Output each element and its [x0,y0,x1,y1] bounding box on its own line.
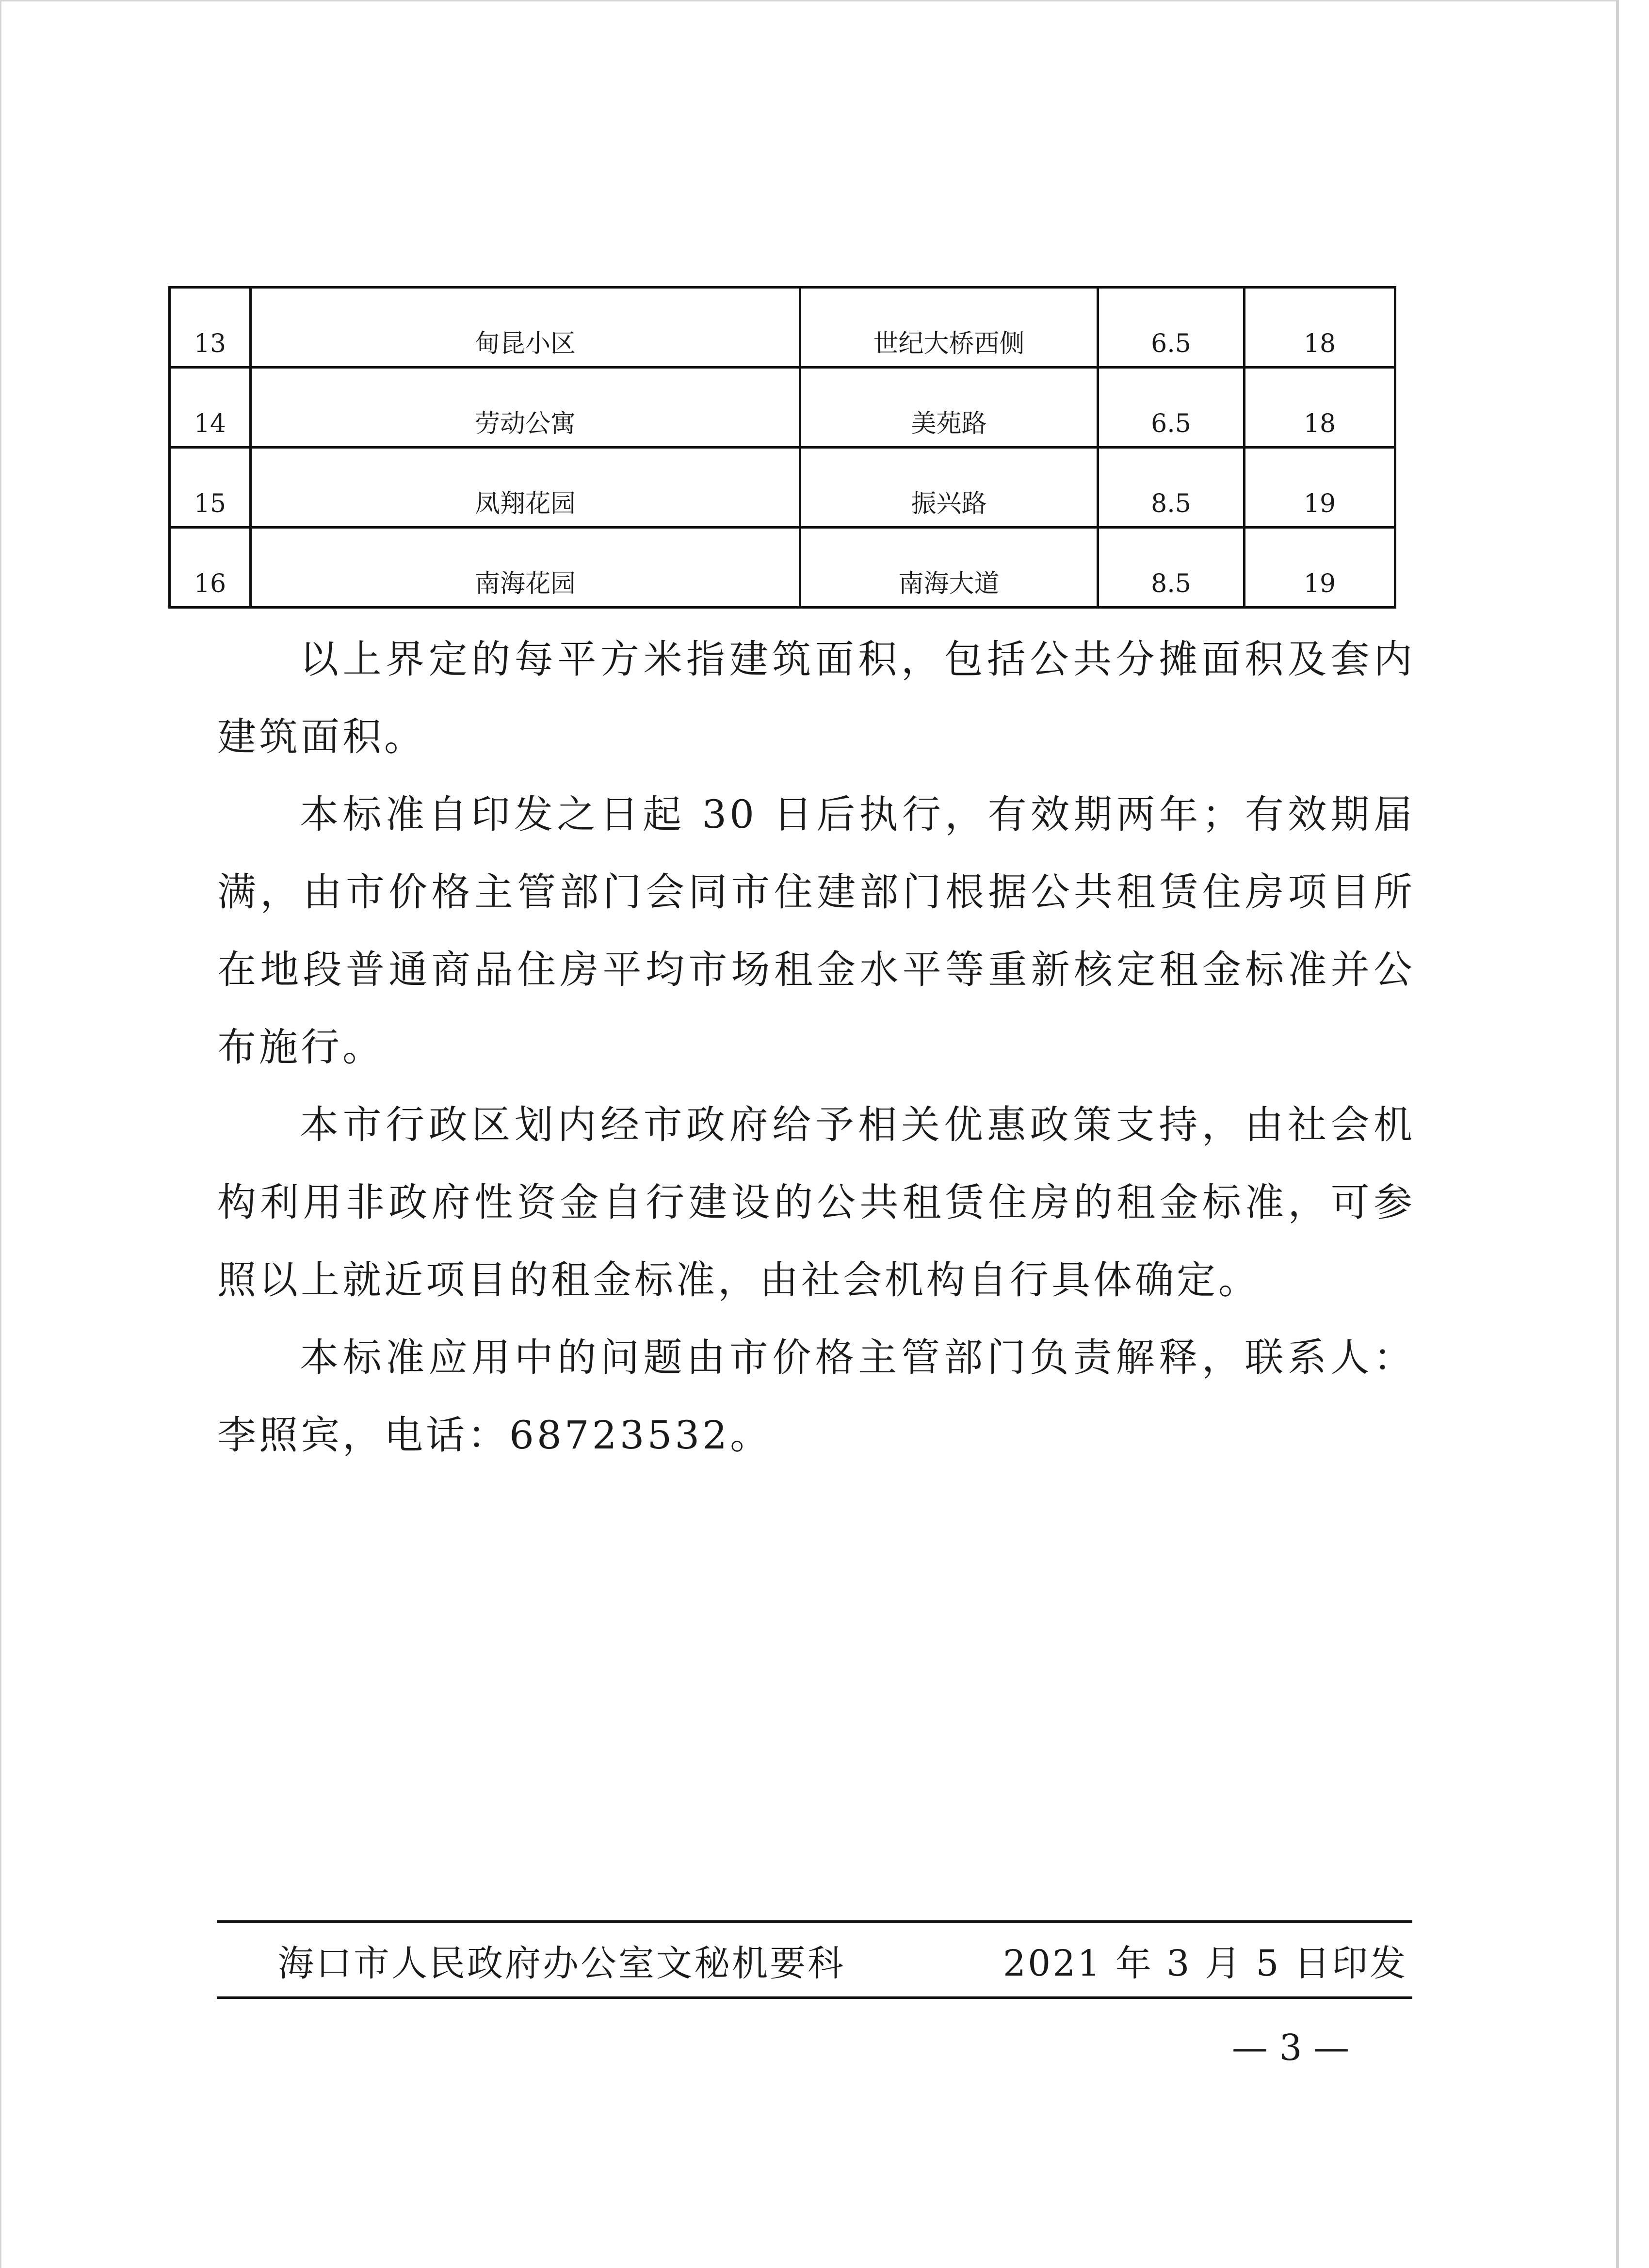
project-location: 世纪大桥西侧 [873,329,1025,358]
project-name: 南海花园 [474,569,576,598]
imprint-issuer: 海口市人民政府办公室文秘机要科 [278,1943,845,1984]
value-a: 6.5 [1151,329,1191,358]
paragraph-effective-period: 本标准自印发之日起 30 日后执行，有效期两年；有效期届满，由市价格主管部门会同市住建部门根据公共租赁住房项目所在地段普通商品住房平均市场租金水平等重新核定租金标准并公布施行。 [217,792,1415,1070]
value-b: 19 [1303,569,1336,598]
value-a: 8.5 [1151,569,1191,598]
row-number: 13 [194,329,226,358]
project-location: 南海大道 [898,569,1000,598]
row-number: 15 [194,489,226,518]
row-number: 14 [194,409,226,438]
value-a-cell [1098,368,1245,448]
value-a-cell [1098,528,1245,608]
value-b-cell [1245,528,1395,608]
table-row [170,528,1395,608]
location-cell [800,288,1098,368]
table-row [170,288,1395,368]
location-cell [800,448,1098,528]
project-name-cell [251,528,800,608]
project-name: 甸昆小区 [474,329,576,358]
row-number-cell [170,448,251,528]
paragraph-contact: 本标准应用中的问题由市价格主管部门负责解释，联系人：李照宾，电话：68723532。 [217,1335,1415,1458]
project-name-cell [251,288,800,368]
value-b-cell [1245,288,1395,368]
imprint-date: 2021 年 3 月 5 日印发 [1003,1943,1408,1984]
imprint-bottom-rule [217,1996,1412,1999]
value-b: 19 [1303,489,1336,518]
rent-standard-table [168,286,1396,609]
value-a-cell [1098,288,1245,368]
row-number-cell [170,288,251,368]
row-number-cell [170,368,251,448]
project-location: 美苑路 [911,409,987,438]
value-b: 18 [1303,409,1336,438]
body-text [217,621,1415,1474]
location-cell [800,368,1098,448]
value-a: 8.5 [1151,489,1191,518]
row-number-cell [170,528,251,608]
project-name-cell [251,368,800,448]
table-row [170,368,1395,448]
value-a-cell [1098,448,1245,528]
table-row [170,448,1395,528]
page-number: — 3 — [1232,2027,1350,2069]
location-cell [800,528,1098,608]
value-b-cell [1245,448,1395,528]
value-b: 18 [1303,329,1336,358]
project-location: 振兴路 [911,489,987,518]
paragraph-area-definition: 以上界定的每平方米指建筑面积，包括公共分摊面积及套内建筑面积。 [217,637,1415,759]
value-a: 6.5 [1151,409,1191,438]
imprint-top-rule [217,1920,1412,1923]
row-number: 16 [194,569,226,598]
paragraph-social-institutions: 本市行政区划内经市政府给予相关优惠政策支持，由社会机构利用非政府性资金自行建设的公共租赁住房的租金标准，可参照以上就近项目的租金标准，由社会机构自行具体确定。 [217,1102,1415,1303]
project-name-cell [251,448,800,528]
project-name: 凤翔花园 [474,489,576,518]
value-b-cell [1245,368,1395,448]
project-name: 劳动公寓 [474,409,576,438]
